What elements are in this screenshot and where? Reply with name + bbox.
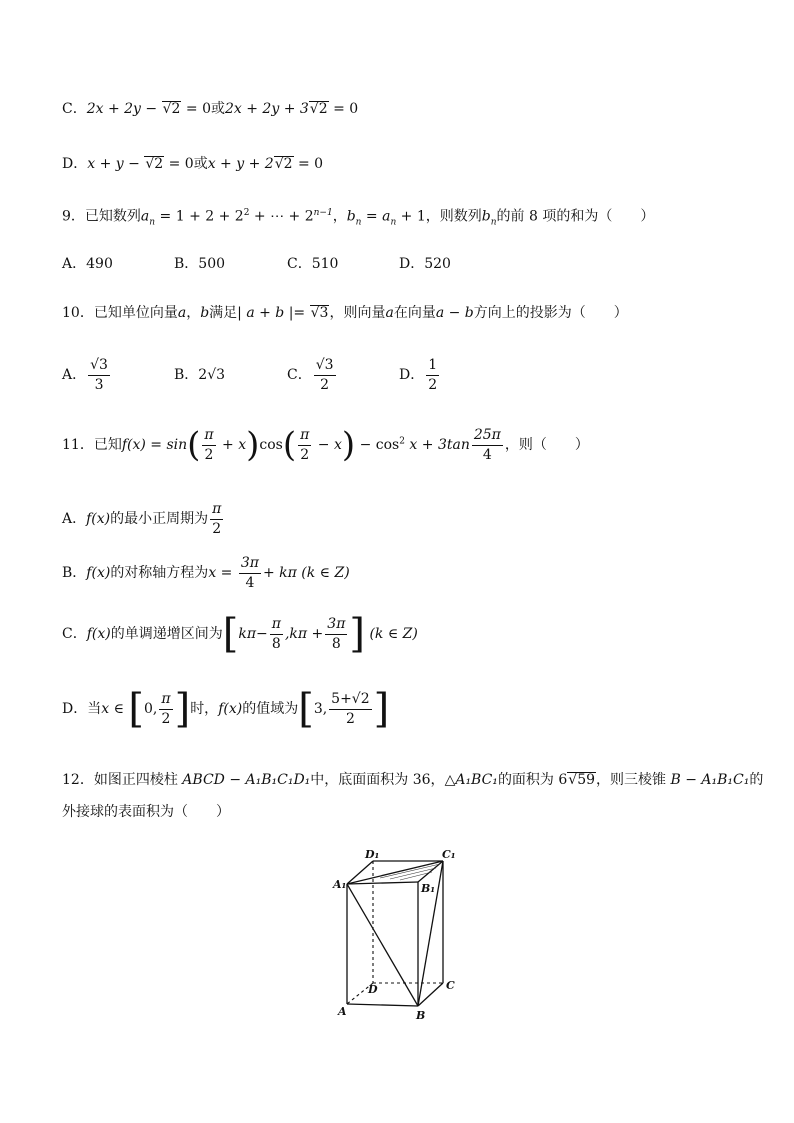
hidden-edge-d-a (347, 983, 373, 1004)
edge-a1-b (347, 884, 418, 1006)
label-b1: B₁ (421, 882, 436, 895)
q10-option-d[interactable]: D． $\frac{1}{2}$ (399, 357, 438, 393)
edge-a1-b1 (347, 882, 418, 884)
q11-option-b[interactable]: B．f(x)的对称轴方程为x = $\frac{3\pi}{4}$ + kπ (k ∈ Z) (62, 555, 350, 591)
option-c-prev: C．2x + 2y − √ 2 = 0或2x + 2y + 3√ 2 = 0 (62, 101, 358, 116)
question-12-stem: 12．如图正四棱柱 ABCD − A₁B₁C₁D₁中，底面面积为 36，△A₁BC₁的面积为 6√ 59，则三棱锥 B − A₁B₁C₁的 (62, 772, 763, 787)
edge-b-c (418, 983, 443, 1006)
question-10-options (62, 358, 441, 392)
label-c: C (446, 979, 455, 992)
edge-c1-b (418, 861, 443, 1006)
question-9-stem: 9．已知数列$a_n = 1 + 2 + 2^2$ + ⋯ + $2^{n-1}$，$b_n = a_n + 1$，则数列$b_n$的前 8 项的和为（ ） (62, 208, 655, 228)
edge-a1-d1 (347, 861, 373, 884)
q9-option-c[interactable]: C．510 (287, 256, 339, 272)
label-b: B (416, 1009, 426, 1022)
q10-option-a[interactable]: A． $\frac{√3}{3}$ (62, 357, 108, 393)
label-a1: A₁ (333, 878, 347, 891)
q10-option-b[interactable]: B．2√3 (174, 367, 226, 384)
label-d: D (368, 983, 378, 996)
q10-option-c[interactable]: C． $\frac{√3}{2}$ (287, 357, 334, 393)
q9-option-d[interactable]: D．520 (399, 256, 451, 272)
question-10-stem: 10．已知单位向量a，b满足| a + b |= √ 3，则向量a在向量a − b方向上的投影为（ ） (62, 305, 628, 320)
label-c1: C₁ (442, 848, 456, 861)
q11-option-c[interactable]: C．f(x)的单调递增区间为[kπ− $\frac{\pi}{8}$ ,kπ + $\frac{3\pi}{8}$ ] (k ∈ Z) (62, 611, 418, 657)
question-9-options (62, 257, 451, 271)
edge-c1-b1 (418, 861, 443, 882)
q11-option-a[interactable]: A．f(x)的最小正周期为 $\frac{\pi}{2}$ (62, 501, 222, 537)
edge-a-b (347, 1004, 418, 1006)
question-11-stem: 11．已知f(x) = sin( $\frac{\pi}{2}$ + x)cos( $\frac{\pi}{2}$ − $x) - \cos^2 x + 3\tan$ $\frac{25\pi}{4}$ ，则（ ） (62, 425, 589, 466)
label-a: A (338, 1005, 347, 1018)
option-d-prev: D．x + y − √ 2 = 0或x + y + 2√ 2 = 0 (62, 156, 323, 171)
q9-option-a[interactable]: A．490 (62, 256, 113, 272)
label-d1: D₁ (365, 848, 380, 861)
edge-a1-c1 (347, 861, 443, 884)
q11-option-d[interactable]: D．当x ∈ [0, $\frac{\pi}{2}$ ]时，f(x)的值域为[3, $\frac{5+√2}{2}$ ] (62, 686, 390, 732)
q9-option-b[interactable]: B．500 (174, 256, 226, 272)
question-12-stem-line2: 外接球的表面积为（ ） (62, 804, 230, 820)
